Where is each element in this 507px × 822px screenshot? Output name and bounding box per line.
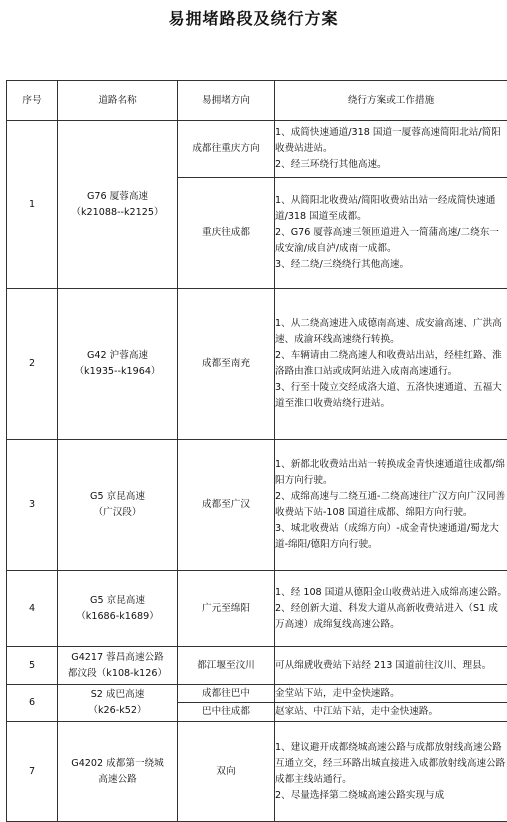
direction-cell: 重庆往成都 <box>178 178 275 289</box>
seq-cell: 7 <box>7 722 58 822</box>
direction-cell: 成都至广汉 <box>178 440 275 571</box>
plan-cell <box>275 647 507 685</box>
road-name: G5 京昆高速 <box>58 489 177 505</box>
direction-cell: 都江堰至汶川 <box>178 647 275 685</box>
plan-line: 2、G76 厦蓉高速三领匝道进入一简蒲高速/二绕东一成安渝/成自泸/成南一成都。 <box>275 225 507 257</box>
road-name: S2 成巴高速 <box>58 687 177 703</box>
plan-line: 1、从简阳北收费站/简阳收费站出站一经成简快速通道/318 国道至成都。 <box>275 193 507 225</box>
seq-cell: 6 <box>7 685 58 722</box>
road-name: G42 沪蓉高速 <box>58 348 177 364</box>
plan-cell <box>275 121 507 178</box>
road-name: G76 厦蓉高速 <box>58 189 177 205</box>
plan-line: 1、建议避开成都绕城高速公路与成都放射线高速公路互通立交，经三环路出城直接进入成都放射线高速公路成都主线站通行。 <box>275 740 507 788</box>
table-row <box>7 121 507 178</box>
seq-cell: 5 <box>7 647 58 685</box>
header-plan: 绕行方案或工作措施 <box>275 81 507 121</box>
direction-cell: 双向 <box>178 722 275 822</box>
road-name-cell <box>58 685 178 722</box>
plan-line: 3、经二绕/三绕绕行其他高速。 <box>275 257 507 273</box>
plan-line: 金堂站下站，走中金快速路。 <box>275 686 507 702</box>
plan-cell <box>275 178 507 289</box>
header-road-name: 道路名称 <box>58 81 178 121</box>
header-seq: 序号 <box>7 81 58 121</box>
road-name: G5 京昆高速 <box>58 593 177 609</box>
seq-cell: 4 <box>7 571 58 647</box>
plan-line: 3、行至十陵立交经成洛大道、五洛快速通道、五福大道至淮口收费站绕行进站。 <box>275 380 507 412</box>
road-name: G4217 蓉昌高速公路 <box>58 650 177 666</box>
plan-line: 1、成简快速通道/318 国道一厦蓉高速简阳北站/简阳收费站进站。 <box>275 125 507 157</box>
road-range: （k1935--k1964） <box>58 364 177 380</box>
header-row <box>7 81 507 121</box>
plan-line: 1、新都北收费站出站一转换成金青快速通道往成都/绵阳方向行驶。 <box>275 457 507 489</box>
direction-cell: 广元至绵阳 <box>178 571 275 647</box>
plan-cell <box>275 289 507 440</box>
plan-line: 2、车辆请由二绕高速人和收费站出站，经桂红路、淮洛路由淮口站或成阿站进入成南高速通行。 <box>275 348 507 380</box>
direction-cell: 成都往重庆方向 <box>178 121 275 178</box>
plan-cell <box>275 685 507 703</box>
road-name-cell <box>58 440 178 571</box>
header-direction: 易拥堵方向 <box>178 81 275 121</box>
seq-cell: 1 <box>7 121 58 289</box>
road-range: （k1686-k1689） <box>58 609 177 625</box>
direction-cell: 巴中往成都 <box>178 703 275 722</box>
table-row <box>7 685 507 703</box>
road-range: （k26-k52） <box>58 703 177 719</box>
road-range: 高速公路 <box>58 772 177 788</box>
detour-table <box>6 80 507 822</box>
road-name-cell <box>58 289 178 440</box>
seq-cell: 2 <box>7 289 58 440</box>
page-title: 易拥堵路段及绕行方案 <box>0 6 507 29</box>
table-row <box>7 647 507 685</box>
road-name: G4202 成都第一绕城 <box>58 756 177 772</box>
plan-line: 2、成绵高速与二绕互通-二绕高速往广汉方向广汉同善收费站下站-108 国道往成都、绵阳方向行驶。 <box>275 489 507 521</box>
plan-line: 3、城北收费站（成绵方向）-成金青快速通道/蜀龙大道-绵阳/德阳方向行驶。 <box>275 521 507 553</box>
direction-cell: 成都至南充 <box>178 289 275 440</box>
direction-cell: 成都往巴中 <box>178 685 275 703</box>
road-name-cell <box>58 647 178 685</box>
plan-line: 2、尽量选择第二绕城高速公路实现与成 <box>275 788 507 804</box>
road-name-cell <box>58 571 178 647</box>
plan-line: 赵家站、中江站下站，走中金快速路。 <box>275 704 507 720</box>
table-row <box>7 440 507 571</box>
plan-cell <box>275 440 507 571</box>
plan-cell <box>275 722 507 822</box>
plan-line: 1、经 108 国道从德阳金山收费站进入成绵高速公路。 <box>275 585 507 601</box>
road-range: （k21088--k2125） <box>58 205 177 221</box>
road-name-cell <box>58 121 178 289</box>
plan-cell <box>275 571 507 647</box>
seq-cell: 3 <box>7 440 58 571</box>
plan-line: 2、经三环绕行其他高速。 <box>275 157 507 173</box>
plan-cell <box>275 703 507 722</box>
table-row <box>7 722 507 822</box>
road-name-cell <box>58 722 178 822</box>
table-row <box>7 571 507 647</box>
plan-line: 2、经创新大道、科发大道从高新收费站进入（S1 成万高速）成绵复线高速公路。 <box>275 601 507 633</box>
plan-line: 1、从二绕高速进入成德南高速、成安渝高速、广洪高速、成渝环线高速绕行转换。 <box>275 316 507 348</box>
plan-line: 可从绵虒收费站下站经 213 国道前往汶川、理县。 <box>275 658 507 674</box>
road-range: 都汶段（k108-k126） <box>58 666 177 682</box>
road-range: （广汉段） <box>58 505 177 521</box>
table-row <box>7 289 507 440</box>
